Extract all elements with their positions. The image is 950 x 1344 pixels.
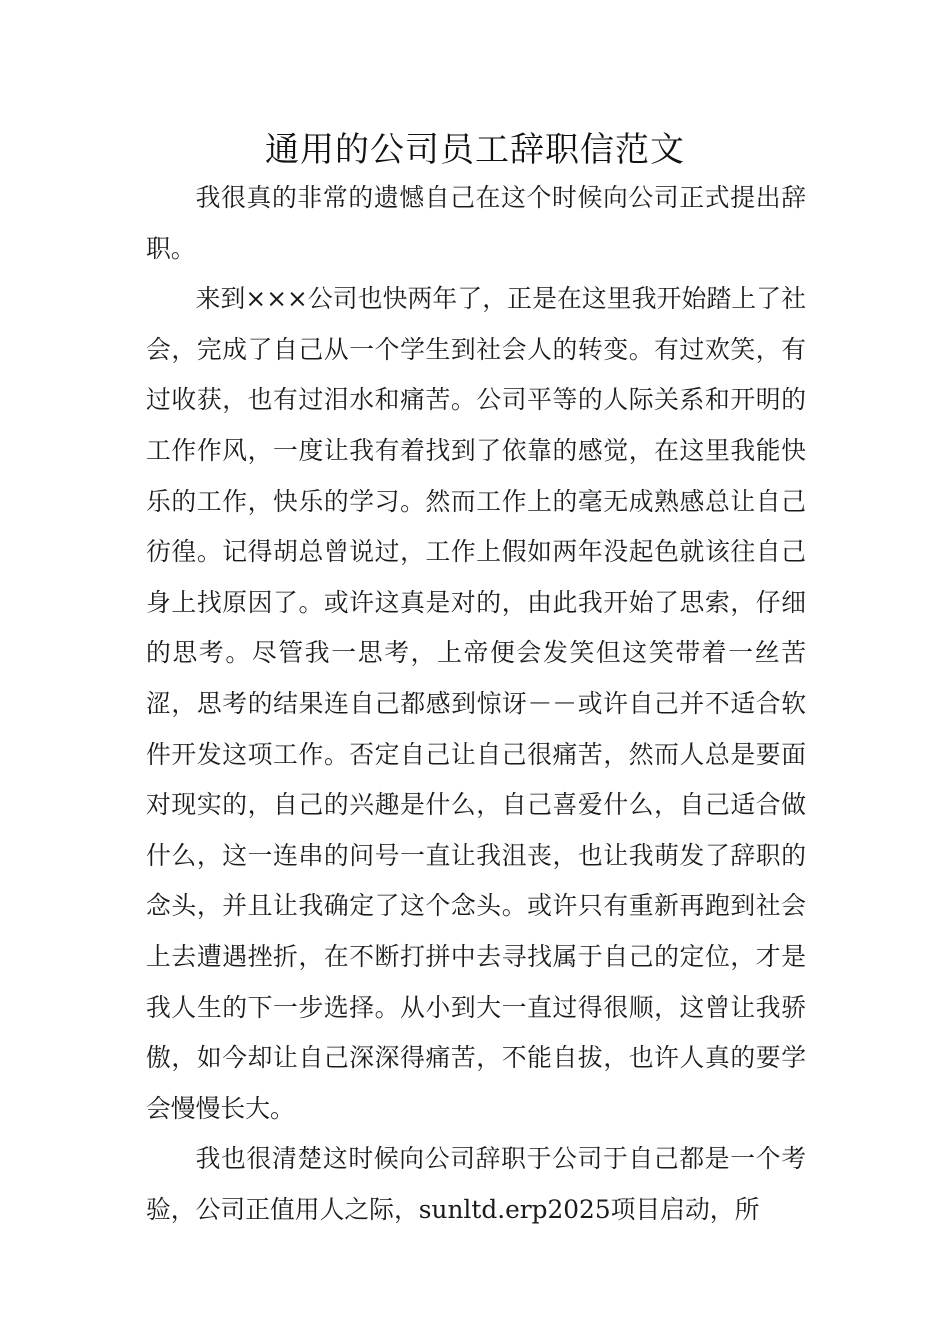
paragraph: 我很真的非常的遗憾自己在这个时候向公司正式提出辞职。 (146, 183, 806, 263)
paragraph: 来到×××公司也快两年了，正是在这里我开始踏上了社会，完成了自己从一个学生到社会人的转变。有过欢笑，有过收获，也有过泪水和痛苦。公司平等的人际关系和开明的工作作风，一度让我有着找到了依靠的感觉，在这里我能快乐的工作，快乐的学习。然而工作上的毫无成熟感总让自己彷徨。记得胡总曾说过，工作上假如两年没起色就该往自己身上找原因了。或许这真是对的，由此我开始了思索，仔细的思考。尽管我一思考，上帝便会发笑但这笑带着一丝苦涩，思考的结果连自己都感到惊讶－－或许自己并不适合软件开发这项工作。否定自己让自己很痛苦，然而人总是要面对现实的，自己的兴趣是什么，自己喜爱什么，自己适合做什么，这一连串的问号一直让我沮丧，也让我萌发了辞职的念头，并且让我确定了这个念头。或许只有重新再跑到社会上去遭遇挫折，在不断打拼中去寻找属于自己的定位，才是我人生的下一步选择。从小到大一直过得很顺，这曾让我骄傲，如今却让自己深深得痛苦，不能自拔，也许人真的要学会慢慢长大。 (146, 284, 806, 1123)
document-body (146, 173, 806, 1235)
paragraph: 我也很清楚这时候向公司辞职于公司于自己都是一个考验，公司正值用人之际，sunltd.erp2025项目启动，所 (146, 1144, 806, 1224)
document-title: 通用的公司员工辞职信范文 (265, 130, 685, 170)
